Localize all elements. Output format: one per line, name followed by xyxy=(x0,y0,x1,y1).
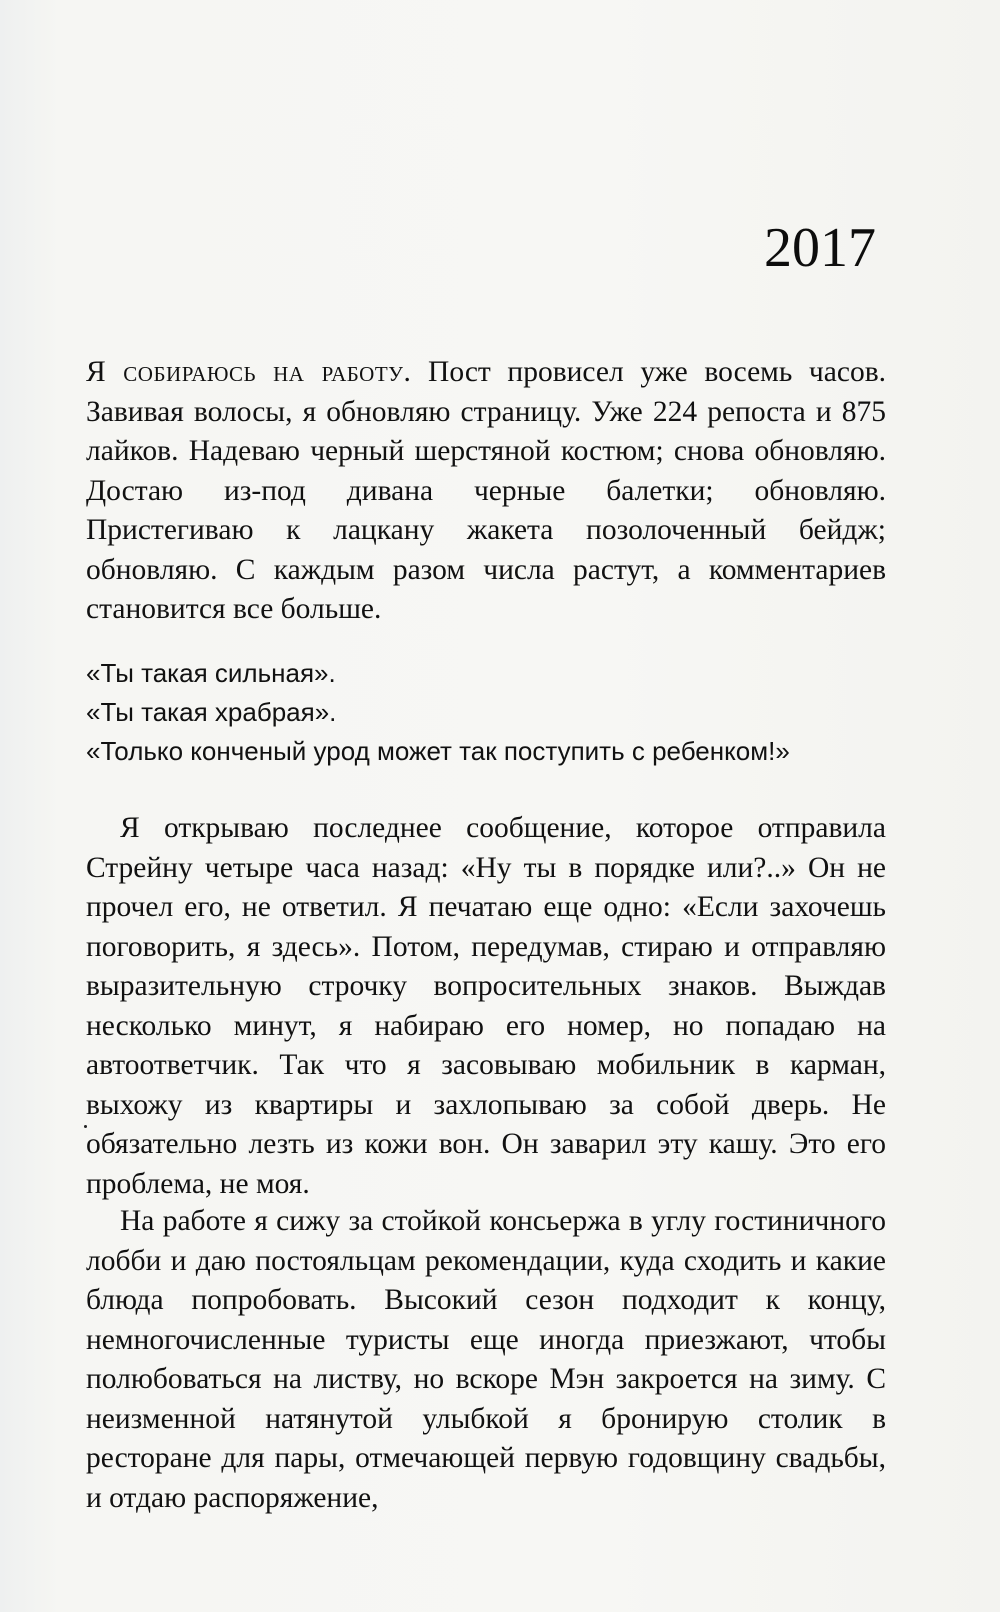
message-paragraph: Я открываю последнее сообщение, которое отправила Стрейну четыре часа назад: «Ну ты в порядке или?..» Он не прочел его, не ответил. Я печатаю еще одно: «Если захочешь поговорить, я здесь». Потом, передумав, стираю и отправляю выразительную строчку вопросительных знаков. Выждав несколько минут, я набираю его номер, но попадаю на автоответчик. Так что я засовываю мобильник в карман, выхожу из квартиры и захлопываю за собой дверь. Не обязательно лезть из кожи вон. Он заварил эту кашу. Это его проблема, не моя. xyxy=(86,812,886,1200)
print-speck xyxy=(84,1125,87,1128)
work-paragraph: На работе я сижу за стойкой консьержа в углу гостиничного лобби и даю постояльцам рекомендации, куда сходить и какие блюда попробовать. Высокий сезон подходит к концу, немногочисленные туристы еще иногда приезжают, чтобы полюбоваться на листву, но вскоре Мэн закроется на зиму. С неизменной натянутой улыбкой я бронирую столик в ресторане для пары, отмечающей первую годовщину свадьбы, и отдаю распоряжение, xyxy=(86,1205,886,1514)
comment-line: «Ты такая сильная». xyxy=(86,658,336,688)
comments-list xyxy=(86,654,886,771)
opening-paragraph xyxy=(86,353,886,630)
opening-lead-words: Я собираюсь на работу. xyxy=(86,356,412,388)
opening-paragraph-text: Пост провисел уже восемь часов. Завивая волосы, я обновляю страницу. Уже 224 репоста и 875 лайков. Надеваю черный шерстяной костюм; снова обновляю. Достаю из-под дивана черные балетки; обновляю. Пристегиваю к лацкану жакета позолоченный бейдж; обновляю. С каждым разом числа растут, а комментариев становится все больше. xyxy=(86,356,886,625)
comment-line: «Ты такая храбрая». xyxy=(86,697,337,727)
opening-paragraph-block xyxy=(86,353,886,630)
chapter-year-heading: 2017 xyxy=(764,217,876,279)
comment-line: «Только конченый урод может так поступить с ребенком!» xyxy=(86,736,790,766)
message-paragraph-block xyxy=(86,809,886,1204)
work-paragraph-block xyxy=(86,1202,886,1518)
